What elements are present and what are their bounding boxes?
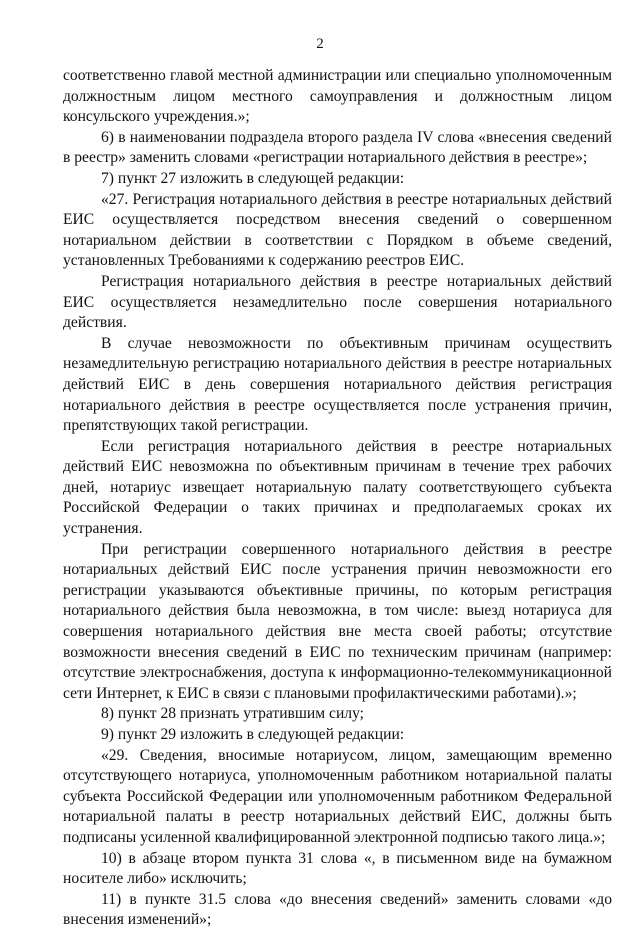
paragraph-item-7: 7) пункт 27 изложить в следующей редакции: [101,169,405,187]
paragraph-notify-chamber: Если регистрация нотариального действия в реестре нотариальных действий ЕИС невозможна по объективным причинам в течение трех рабочих дней, нотариус извещает нотариальную палату соответствующего субъекта Российской Федерации о таких причинах и предполагаемых сроках их устранения. [63,437,612,538]
page-number: 2 [316,36,324,52]
paragraph-clause-27: «27. Регистрация нотариального действия в реестре нотариальных действий ЕИС осуществляется посредством внесения сведений о совершенном нотариальном действии в соответствии с Порядком в объеме сведений, установленных Требованиями к содержанию реестров ЕИС. [63,190,612,270]
paragraph-item-9: 9) пункт 29 изложить в следующей редакции: [101,726,405,743]
paragraph-item-8: 8) пункт 28 признать утратившим силу; [101,705,365,723]
paragraph-registration-immediate: Регистрация нотариального действия в реестре нотариальных действий ЕИС осуществляется незамедлительно после совершения нотариального действия. [63,272,612,332]
document-body [63,66,612,931]
paragraph-objective-reasons: При регистрации совершенного нотариального действия в реестре нотариальных действий ЕИС после устранения причин невозможности его регистрации указываются объективные причины, по которым регистрация нотариального действия была невозможна, в том числе: выезд нотариуса для совершения нотариального действия вне места своей работы; отсутствие возможности внесения сведений в ЕИС по техническим причинам (например: отсутствие электроснабжения, доступа к информационно-телекоммуникационной сети Интернет, к ЕИС в связи с плановыми профилактическими работами).»; [63,540,612,702]
paragraph-impossibility-case: В случае невозможности по объективным причинам осуществить незамедлительную регистрацию нотариального действия в реестре нотариальных действий ЕИС в день совершения нотариального действия регистрация нотариального действия в реестре осуществляется после устранения причин, препятствующих такой регистрации. [63,334,612,435]
paragraph-clause-29: «29. Сведения, вносимые нотариусом, лицом, замещающим временно отсутствующего нотариуса, уполномоченным работником нотариальной палаты субъекта Российской Федерации или уполномоченным работником Федеральной нотариальной палаты в реестр нотариальных действий ЕИС, должны быть подписаны усиленной квалифицированной электронной подписью такого лица.»; [63,746,612,846]
paragraph-item-11: 11) в пункте 31.5 слова «до внесения сведений» заменить словами «до внесения изменений»; [63,890,612,929]
paragraph-continuation: соответственно главой местной администрации или специально уполномоченным должностным лицом местного самоуправления и должностным лицом консульского учреждения.»; [63,67,612,126]
paragraph-item-6: 6) в наименовании подраздела второго раздела IV слова «внесения сведений в реестр» заменить словами «регистрации нотариального действия в реестре»; [63,128,612,167]
paragraph-item-10: 10) в абзаце втором пункта 31 слова «, в письменном виде на бумажном носителе либо» исключить; [63,849,612,888]
